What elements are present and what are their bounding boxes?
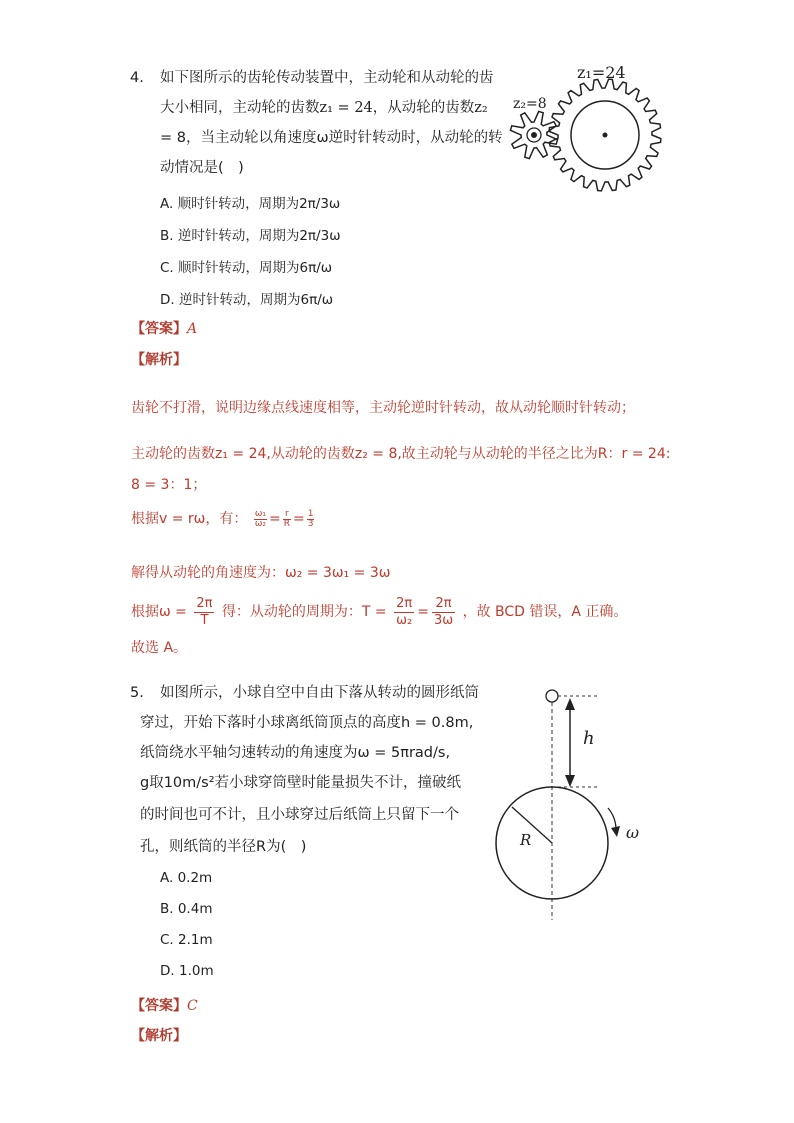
q5-option-c: C. 2.1m bbox=[160, 932, 213, 948]
q5-option-b: B. 0.4m bbox=[160, 901, 213, 917]
rotation-arrow bbox=[608, 808, 616, 830]
q4-solution-line2: 主动轮的齿数z₁ = 24,从动轮的齿数z₂ = 8,故主动轮与从动轮的半径之比为R：r = 24: bbox=[131, 446, 671, 462]
q4-answer: 【答案】A bbox=[131, 321, 198, 337]
height-arrow-bottom-head bbox=[565, 775, 575, 787]
gear-figure bbox=[505, 58, 665, 198]
q4-number: 4. bbox=[130, 70, 144, 86]
height-arrow-top-head bbox=[565, 698, 575, 710]
q4-solution-line5: 解得从动轮的角速度为：ω₂ = 3ω₁ = 3ω bbox=[131, 565, 391, 581]
q4-solution-line1: 齿轮不打滑，说明边缘点线速度相等，主动轮逆时针转动，故从动轮顺时针转动； bbox=[131, 400, 635, 416]
q5-analysis-tag: 【解析】 bbox=[131, 1028, 187, 1044]
q4-solution-line7: 故选 A。 bbox=[131, 640, 188, 656]
q4-text-line3: = 8，当主动轮以角速度ω逆时针转动时，从动轮的转 bbox=[160, 130, 503, 146]
q4-text-line1: 如下图所示的齿轮传动装置中，主动轮和从动轮的齿 bbox=[160, 70, 494, 86]
q5-answer: 【答案】C bbox=[131, 998, 198, 1014]
q4-option-d: D. 逆时针转动，周期为6π/ω bbox=[160, 292, 334, 308]
gear-z1-label: z₁=24 bbox=[577, 63, 626, 82]
q4-option-b: B. 逆时针转动，周期为2π/3ω bbox=[160, 228, 341, 244]
q5-option-a: A. 0.2m bbox=[160, 870, 213, 886]
q4-solution-line3: 8 = 3：1； bbox=[131, 477, 207, 493]
q5-text-line2: 穿过，开始下落时小球离纸筒顶点的高度h = 0.8m, bbox=[140, 715, 474, 731]
q4-solution-line6: 根据ω = $\frac{2\pi}{T}$ 得：从动轮的周期为：T = $\frac{2\pi}{\text{ω₂}}$ = $\frac{2\pi}{3\omega}$ ，故 BCD 错误，A 正确。 bbox=[131, 595, 628, 628]
q4-analysis-tag: 【解析】 bbox=[131, 352, 187, 368]
q5-text-line5: 的时间也可不计，且小球穿过后纸筒上只留下一个 bbox=[140, 807, 459, 823]
fraction-2pi-over-t: $\frac{2\pi}{T}$ bbox=[196, 595, 213, 628]
q5-text-line1: 如图所示，小球自空中自由下落从转动的圆形纸筒 bbox=[160, 685, 479, 701]
fraction-omega-ratio: $\frac{\text{ω₁}}{\text{ω₂}}$ bbox=[254, 508, 267, 529]
fraction-2pi-over-3omega: $\frac{2\pi}{3\omega}$ bbox=[433, 595, 454, 628]
q4-option-c: C. 顺时针转动，周期为6π/ω bbox=[160, 260, 333, 276]
q5-text-line6: 孔，则纸筒的半径R为( ) bbox=[140, 839, 307, 855]
driven-gear-axle bbox=[531, 132, 537, 138]
radius-label: R bbox=[520, 831, 532, 849]
gear-z2-label: z₂=8 bbox=[513, 96, 547, 112]
q4-solution-line4: 根据v = rω，有： $\frac{\text{ω₁}}{\text{ω₂}}$ = $\frac{r}{R}$ = $\frac{1}{3}$ bbox=[131, 508, 314, 529]
q4-text-line2: 大小相同，主动轮的齿数z₁ = 24，从动轮的齿数z₂ bbox=[160, 100, 488, 116]
fraction-one-third: $\frac{1}{3}$ bbox=[307, 508, 314, 529]
height-label: h bbox=[583, 728, 595, 749]
q5-text-line4: g取10m/s²若小球穿筒壁时能量损失不计，撞破纸 bbox=[140, 775, 462, 791]
rotation-arrow-head bbox=[611, 826, 620, 837]
ball bbox=[546, 690, 558, 702]
q5-option-d: D. 1.0m bbox=[160, 963, 214, 979]
q4-option-a: A. 顺时针转动，周期为2π/3ω bbox=[160, 196, 341, 212]
omega-label: ω bbox=[626, 823, 640, 842]
q5-text-line3: 纸筒绕水平轴匀速转动的角速度为ω = 5πrad/s, bbox=[140, 745, 451, 761]
q5-number: 5. bbox=[130, 685, 144, 701]
q4-text-line4: 动情况是( ) bbox=[160, 160, 244, 176]
radius-line bbox=[512, 807, 552, 843]
cylinder-figure bbox=[490, 680, 650, 925]
fraction-radius-ratio: $\frac{r}{R}$ bbox=[283, 508, 291, 529]
fraction-2pi-over-omega2: $\frac{2\pi}{\text{ω₂}}$ bbox=[396, 595, 413, 628]
driving-gear-axle bbox=[603, 133, 608, 138]
